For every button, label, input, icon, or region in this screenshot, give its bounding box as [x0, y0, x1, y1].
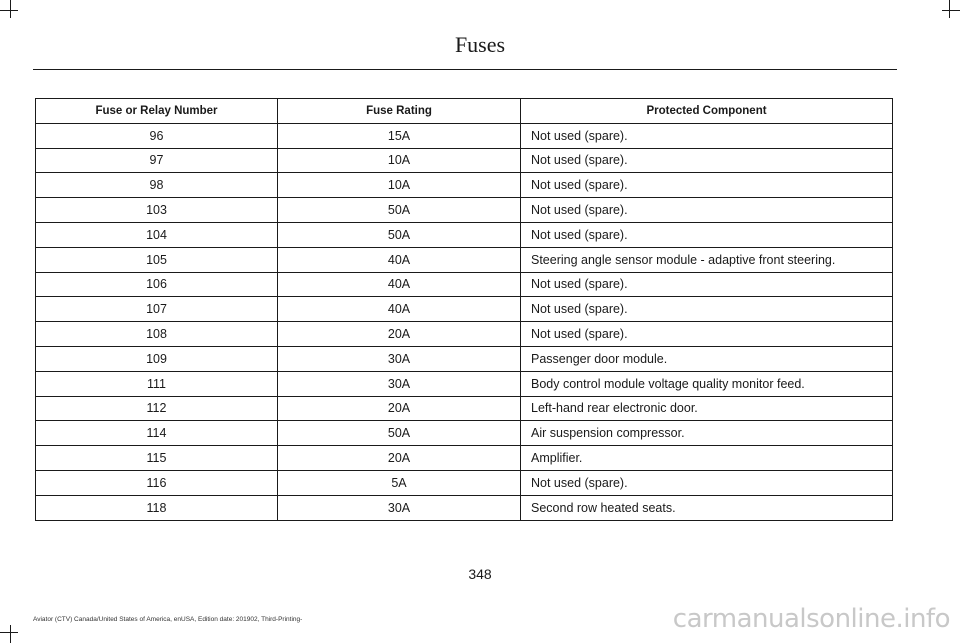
table-row [36, 371, 893, 396]
cell-fuse-number: 115 [36, 446, 278, 471]
cell-protected-component: Not used (spare). [521, 123, 893, 148]
table-row [36, 173, 893, 198]
cell-fuse-number: 98 [36, 173, 278, 198]
table-body [36, 123, 893, 520]
cell-protected-component: Passenger door module. [521, 346, 893, 371]
header-fuse-rating: Fuse Rating [278, 99, 521, 124]
crop-mark-top-left-vertical [10, 0, 11, 18]
cell-fuse-number: 118 [36, 495, 278, 520]
cell-fuse-rating: 5A [278, 470, 521, 495]
cell-protected-component: Not used (spare). [521, 322, 893, 347]
cell-fuse-rating: 15A [278, 123, 521, 148]
cell-fuse-rating: 40A [278, 297, 521, 322]
cell-fuse-rating: 50A [278, 198, 521, 223]
cell-fuse-rating: 10A [278, 173, 521, 198]
table-row [36, 123, 893, 148]
cell-fuse-number: 106 [36, 272, 278, 297]
table-row [36, 346, 893, 371]
cell-fuse-rating: 30A [278, 371, 521, 396]
cell-fuse-number: 112 [36, 396, 278, 421]
cell-fuse-rating: 40A [278, 272, 521, 297]
watermark: carmanualsonline.info [672, 604, 950, 634]
table-row [36, 495, 893, 520]
cell-protected-component: Left-hand rear electronic door. [521, 396, 893, 421]
cell-fuse-rating: 30A [278, 346, 521, 371]
cell-protected-component: Not used (spare). [521, 272, 893, 297]
cell-protected-component: Not used (spare). [521, 222, 893, 247]
cell-protected-component: Second row heated seats. [521, 495, 893, 520]
cell-fuse-rating: 20A [278, 322, 521, 347]
cell-fuse-rating: 30A [278, 495, 521, 520]
cell-protected-component: Amplifier. [521, 446, 893, 471]
cell-protected-component: Air suspension compressor. [521, 421, 893, 446]
cell-protected-component: Body control module voltage quality monitor feed. [521, 371, 893, 396]
table-row [36, 247, 893, 272]
cell-protected-component: Not used (spare). [521, 198, 893, 223]
cell-fuse-number: 114 [36, 421, 278, 446]
crop-mark-top-right-vertical [949, 0, 950, 18]
table-row [36, 198, 893, 223]
cell-fuse-number: 111 [36, 371, 278, 396]
cell-fuse-number: 104 [36, 222, 278, 247]
table-row [36, 222, 893, 247]
cell-protected-component: Not used (spare). [521, 470, 893, 495]
cell-fuse-number: 97 [36, 148, 278, 173]
title-rule [33, 69, 897, 70]
cell-fuse-number: 96 [36, 123, 278, 148]
cell-fuse-rating: 20A [278, 446, 521, 471]
table-row [36, 446, 893, 471]
table-row [36, 322, 893, 347]
cell-fuse-number: 109 [36, 346, 278, 371]
cell-protected-component: Not used (spare). [521, 148, 893, 173]
header-fuse-number: Fuse or Relay Number [36, 99, 278, 124]
cell-protected-component: Steering angle sensor module - adaptive front steering. [521, 247, 893, 272]
table-row [36, 148, 893, 173]
page-number: 348 [468, 566, 492, 582]
cell-fuse-rating: 50A [278, 421, 521, 446]
table-row [36, 297, 893, 322]
cell-fuse-rating: 50A [278, 222, 521, 247]
cell-fuse-number: 107 [36, 297, 278, 322]
cell-fuse-rating: 20A [278, 396, 521, 421]
cell-fuse-rating: 10A [278, 148, 521, 173]
table-header-row [36, 99, 893, 124]
cell-fuse-number: 108 [36, 322, 278, 347]
cell-protected-component: Not used (spare). [521, 173, 893, 198]
page-title: Fuses [454, 32, 506, 57]
table-row [36, 396, 893, 421]
fuse-table [35, 98, 893, 521]
crop-mark-bottom-left-vertical [10, 625, 11, 643]
cell-fuse-number: 103 [36, 198, 278, 223]
cell-fuse-rating: 40A [278, 247, 521, 272]
crop-mark-bottom-left-horizontal [0, 632, 18, 633]
cell-protected-component: Not used (spare). [521, 297, 893, 322]
footer-edition-text: Aviator (CTV) Canada/United States of America, enUSA, Edition date: 201902, Third-Printing- [33, 616, 303, 623]
header-protected-component: Protected Component [521, 99, 893, 124]
crop-mark-top-right-horizontal [942, 10, 960, 11]
table-row [36, 470, 893, 495]
cell-fuse-number: 105 [36, 247, 278, 272]
crop-mark-top-left-horizontal [0, 10, 18, 11]
table-row [36, 421, 893, 446]
table-row [36, 272, 893, 297]
cell-fuse-number: 116 [36, 470, 278, 495]
